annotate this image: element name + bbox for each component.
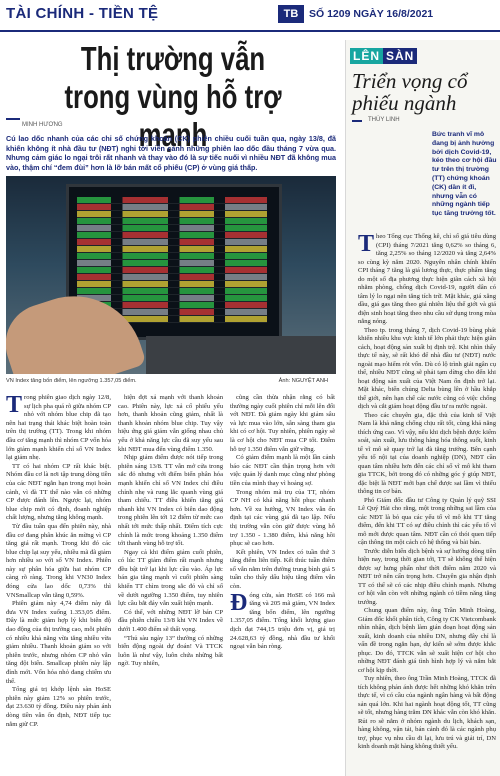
board-row <box>77 295 267 301</box>
paragraph: cũng cần thừa nhận rằng có bất thường ngày cuối phiên chỉ mỗi lên đối với NĐT. Đà giảm ngày khi giảm sâu và lực mua vào lớn, sẵn sàng tham gia khi có cơ hội. Tuy nhiên, phiên ngày sẽ là cơ hội cho NĐT mua CP tốt. Điểm hỗ trợ 1.350 điểm vẫn giữ vững. <box>230 394 335 453</box>
article-author <box>6 122 63 128</box>
article-photo <box>6 176 336 374</box>
article-sapo: Cú lao dốc nhanh của các chỉ số chứng khoán (CK) phiên chiều cuối tuần qua, ngày 13/8, đã khiến không ít nhà đầu tư (NĐT) nghi tới viễn cảnh những phiên lao dốc đầu tháng 7 vừa qua. Nhưng cảm giác lo ngại trôi rất nhanh và thay vào đó là sự tiếc nuối vì nhiều NĐT đã không mua vào, thậm chí “đem đùi” hơn là lỡ bán mất cổ phiếu (CP) ở vùng giá thấp. <box>6 134 336 172</box>
sidebar-title: Triển vọng cổ phiếu ngành <box>352 69 468 115</box>
board-row <box>77 239 267 245</box>
board-row <box>77 246 267 252</box>
byline-marker <box>6 118 20 120</box>
board-row <box>77 197 267 203</box>
caption-text: VN Index tăng bốn điểm, lên ngưỡng 1.357,05 điểm. <box>6 378 137 384</box>
board-row <box>77 232 267 238</box>
sidebar-body <box>358 233 496 752</box>
board-row <box>77 253 267 259</box>
article-column-2 <box>118 394 223 669</box>
sidebar-paragraph: Phó Giám đốc đầu tư Công ty Quản lý quỹ SSI Lê Quý Hải cho rằng, một trong những sai lầm của các NĐT là bỏ qua các yếu tố vĩ mô khi TT tăng điểm, đến khi TT có sự điều chỉnh thì các yếu tố vĩ mô mới được quan tâm. NĐT cần có thói quen tiếp cận thông tin một cách có hệ thống và bài bản. <box>358 496 496 546</box>
tag-part-a: LÊN <box>350 48 383 64</box>
sidebar-paragraph: Tuy nhiên, theo ông Trần Minh Hoàng, TTCK đã tích không phản ánh được hết những khó khăn trên thực tế, vì có cầu của ngành ngân hàng và bất động sản quá lớn. Khi hai ngành hoạt động tốt, TT cũng sẽ tốt, nhưng hàng trăm DN khác vẫn còn khó khăn. Rủi ro sẽ nằm ở nhóm ngành du lịch, khách sạn, hàng không, vận tải, bán cảnh đó là các ngành phụ trợ, phục vụ nhu cầu đi lại, lưu trú và giải trí, DN kinh doanh mặt hàng không thiết yếu. <box>358 675 496 750</box>
board-row <box>77 274 267 280</box>
paragraph: “Thủ sàu ngày 13” thường có những biến động ngoài dự đoán! Và TTCK luôn là như vậy, luôn chứa những bất ngờ. Tuy nhiên, <box>118 634 223 668</box>
issue-info: SỐ 1209 NGÀY 16/8/2021 <box>309 8 434 20</box>
paragraph: hiện đợt xả mạnh với thanh khoản cao. Phiên này, lực xả cổ phiếu yếu hơn, thanh khoản cũng giảm, nhất là thanh khoản nhóm blue chip. Tuy vậy hiệu ứng giá giảm vẫn giống nhau chủ yếu ở khả năng lực cầu đã suy yếu sau khi NĐT mua đến vùng điểm 1.350. <box>118 394 223 453</box>
paragraph: Trong phiên giao dịch ngày 12/8, sự lịch pha quá rõ giữa nhóm CP nhỏ với nhóm blue chip đã tạo nên hai trạng thái khác biệt hoàn toàn trên thị trường (TT). Trong khi nhóm đầu cơ tăng mạnh thì nhóm CP vốn hóa lớn giảm mạnh khiến chỉ số VN Index lại giảm nhẹ. <box>6 392 111 462</box>
board-row <box>77 204 267 210</box>
article-title: Thị trường vẫn trong vùng hỗ trợ mạnh <box>64 40 282 153</box>
paragraph: Đóng cửa, sàn HoSE có 166 mã tăng và 205 mã giảm, VN Index tăng bốn điểm, lên ngưỡng 1.357,05 điểm. Tổng khối lượng giao dịch đạt 744,15 triệu đơn vị, giá trị 24.628,63 tỷ đồng, nhà đầu tư khối ngoại vẫn bán ròng. <box>230 589 335 651</box>
sidebar-paragraph: Trước diễn biến dịch bệnh và sự hướng dòng tiền hiện nay, trong thời gian tới, TT sẽ không thể hiện được sự hưng phấn như thời điểm năm 2020 và NĐT trở nên cẩn trọng hơn. Chuyên gia nhận định TT có thể sẽ có các nhịp điều chỉnh mạnh. Nhưng cơ hội vẫn còn với những ngành có tiềm năng tăng trưởng. <box>358 547 496 606</box>
photo-caption <box>6 378 336 384</box>
sidebar-byline-marker <box>352 120 362 122</box>
section-title: TÀI CHÍNH - TIỀN TỆ <box>6 5 159 22</box>
sidebar-paragraph: Theo tp. trong tháng 7, dịch Covid-19 bùng phát khiến nhiều khu vực kinh tế lớn phải thực hiện giãn cách, hoạt động sản xuất bị định trệ. Khi nhìn thấy thực tế này, sẽ rất khó để nhà đầu tư (NĐT) nước ngoài mạo hiểm rót vốn. Dù có lộ trình giải ngân cụ thể, nhiều NĐT cũng sẽ phải tạm dừng cho đến khi hoạt động sản xuất của Việt Nam ổn định trở lại. Mặt khác, biến chủng Delta bùng lên ở hầu khắp thế giới, nên hạn chế các nước cũng có việc chống dịch và cắt giảm hoạt động đầu tư ra nước ngoài. <box>358 326 496 410</box>
board-row <box>77 225 267 231</box>
sidebar-author: THÙY LINH <box>368 117 400 123</box>
sidebar-paragraph: Chung quan điểm này, ông Trần Minh Hoàng, Giám đốc khối phân tích, Công ty CK Vietcombank nhìn nhận, dịch bệnh làm gián đoạn hoạt động sản xuất, kinh doanh của nhiều DN, nhưng đây chỉ là vấn đề trong ngắn hạn, dự kiến sẽ sớm được khắc phục. Do đó, TTCK vẫn sẽ xuất hiện cơ hội cho những NĐT đánh giá tình hình hợp lý và nắm bắt cơ hội kịp thời. <box>358 607 496 674</box>
board-row <box>77 267 267 273</box>
paragraph: Ngay cả khi điểm giảm cuối phiên, có lúc TT giảm điểm rất mạnh nhưng đều bật trở lại khi lực cầu vào. Áp lực bán gia tăng mạnh vì cuối phiên sàng khiến TT chìm trong sắc đỏ và chỉ số về dưới ngưỡng 1.350 điểm, tuy nhiên lực cầu bắt đáy vẫn xuất hiện mạnh. <box>118 548 223 608</box>
board-row <box>77 288 267 294</box>
author-name: MINH HƯƠNG <box>22 122 63 128</box>
sidebar-sapo: Bức tranh vĩ mô đang bị ảnh hưởng bởi dịch Covid-19, kéo theo cơ hội đầu tư trên thị trường (TT) chứng khoán (CK) dần ít đi, nhưng vẫn có những ngành tiếp tục tăng trưởng tốt. <box>432 131 497 218</box>
paragraph: Có giảm điểm mạnh là một lần cảnh báo các NĐT cần thận trọng hơn với việc quản lý danh mục cũng như phòng tiền của mình thay vì hoảng sợ. <box>230 454 335 487</box>
board-row <box>77 218 267 224</box>
sidebar-tag <box>350 49 417 63</box>
publication-logo: TB <box>278 5 304 23</box>
article-column-3 <box>230 394 335 652</box>
sidebar-paragraph: Theo các chuyên gia, đặc thù của kinh tế Việt Nam là khả năng chống chịu rất tốt, cùng khả năng thích ứng cao. Vì vậy, nếu khi dịch bệnh được kiểm soát, sản xuất, lưu thông hàng hóa thông suốt, kinh tế vĩ mô sẽ quay trở lại đà tăng trưởng. Bên cạnh yếu tố nội tại của doanh nghiệp (DN), NĐT cần quan tâm nhiều hơn đến các chỉ số vĩ mô khi tham gia TTCK, bởi trong đó có những góc ý giúp NĐT, đặc biệt là NĐT mới bạn chế được sai lầm vì thiếu thông tin cơ bản. <box>358 411 496 495</box>
paragraph: TT có hai nhóm CP rất khác biệt. Nhóm đầu cơ là nơi tập trung dòng tiền của các NĐT ngắn hạn trong mọi hoàn cảnh, vì đà TT thế nào vẫn có những CP được đánh lên. Ngược lại, nhóm blue chip mới có định, đoanh nghiệp chất lượng, nhưng tăng không mạnh. <box>6 462 111 522</box>
article-column-1 <box>6 394 111 729</box>
photo-credit: Ảnh: NGUYỆT ANH <box>278 378 328 384</box>
board-row <box>77 281 267 287</box>
paragraph: Từ đầu tuần qua đến phiên này, nhà đầu cơ đang phân khúc ăn mừng vì CP tăng giá rất mạnh. Trong khi đó các blue chip lại suy yếu, nhiều mã đã giảm hơn nhiều so với số VN Index. Phiên này sự phân hóa giữa hai nhóm CP càng rõ ràng. Trong khi VN30 Index đóng cửa lao dốc 0,73% thì VNSmallcap vẫn tăng 0,59%. <box>6 522 111 599</box>
paragraph: Trong nhóm mã trụ của TT, nhóm CP NH có khả năng hồi phục nhanh hơn. Về xu hướng, VN Index vẫn ổn định tại các vùng giá đã tạo lập. Nếu thị trường vẫn còn giữ được vùng hỗ trợ 1.350 - 1.380 điểm, khả năng hồi phục sẽ cao hơn. <box>230 488 335 548</box>
board-row <box>77 211 267 217</box>
paragraph: Kết phiên, VN Index có tuần thứ 3 tăng điểm liên tiếp. Kết thúc tuần điểm số vẫn nằm trên đường trung bình giá 5 tuần cho thấy dấu hiệu tăng điểm vẫn còn. <box>230 548 335 591</box>
paragraph: Phiên giảm này 4,74 điểm này đã đưa VN Index xuống 1.353,05 điểm. Đây là mức giảm hợp lý khi biên độ dao động của thị trường cao, mỗi phiên có nhiều khả năng vừa tăng nhiều vừa giảm nhiều. Thanh khoản giảm so với phiên trước, nhưng nhóm CP nhỏ vẫn tăng đột biến. Smallcap phiên này lập đỉnh mới. Vốn hóa nhỏ đang chiếm ưu thế. <box>6 600 111 685</box>
page-header <box>0 0 500 32</box>
keyboard-image <box>146 336 336 374</box>
paragraph: Có thể, với những NĐT lỡ bán CP đầu phiên chiều 13/8 khi VN Index về dưới 1.400 điểm sẽ thất vọng. <box>118 608 223 634</box>
sidebar-paragraph: Theo Tổng cục Thống kê, chỉ số giá tiêu dùng (CPI) tháng 7/2021 tăng 0,62% so tháng 6, tăng 2,25% so tháng 12/2020 và tăng 2,64% so cùng kỳ năm 2020. Nguyên nhân chính khiến CPI tháng 7 tăng là giá lương thực, thực phẩm tăng do một số địa phương thực hiện giãn cách xã hội nhằm phòng, chống dịch Covid-19, người dân có tâm lý lo ngại nên tăng tích trữ. Mặt khác, giá xăng dầu, giá gas tăng theo giá nhiên liệu thế giới và giá điện sinh hoạt tăng theo nhu cầu sử dụng trong mùa nắng nóng. <box>358 231 496 325</box>
board-row <box>77 260 267 266</box>
tag-part-b: SÀN <box>383 48 417 64</box>
paragraph: Nhịp giảm điểm được nói tiếp trong phiên sáng 13/8. TT vẫn mở cửa trong sắc đỏ nhưng với điểm biến phân hóa mạnh khiến chỉ số VN Index chỉ điều chỉnh nhẹ và rung lắc quanh vùng giá tham chiếu. TT điều khiển tăng giá nhanh khi VN Index có biên dao động trong phiên lên tới 12 điểm từ mức cao nhất tới mức thấp nhất. Điểm tích cực chính là mức trong khoảng 1.350 điểm tới thanh vùng hỗ trợ tốt. <box>118 454 223 548</box>
paragraph: Tổng giá trị khớp lệnh sàn HoSE phiên này giảm 12% so phiên trước, đạt 23.630 tỷ đồng. Điều này phản ánh dòng tiền vẫn ổn định, NĐT tiếp tục nắm giữ CP. <box>6 686 111 728</box>
